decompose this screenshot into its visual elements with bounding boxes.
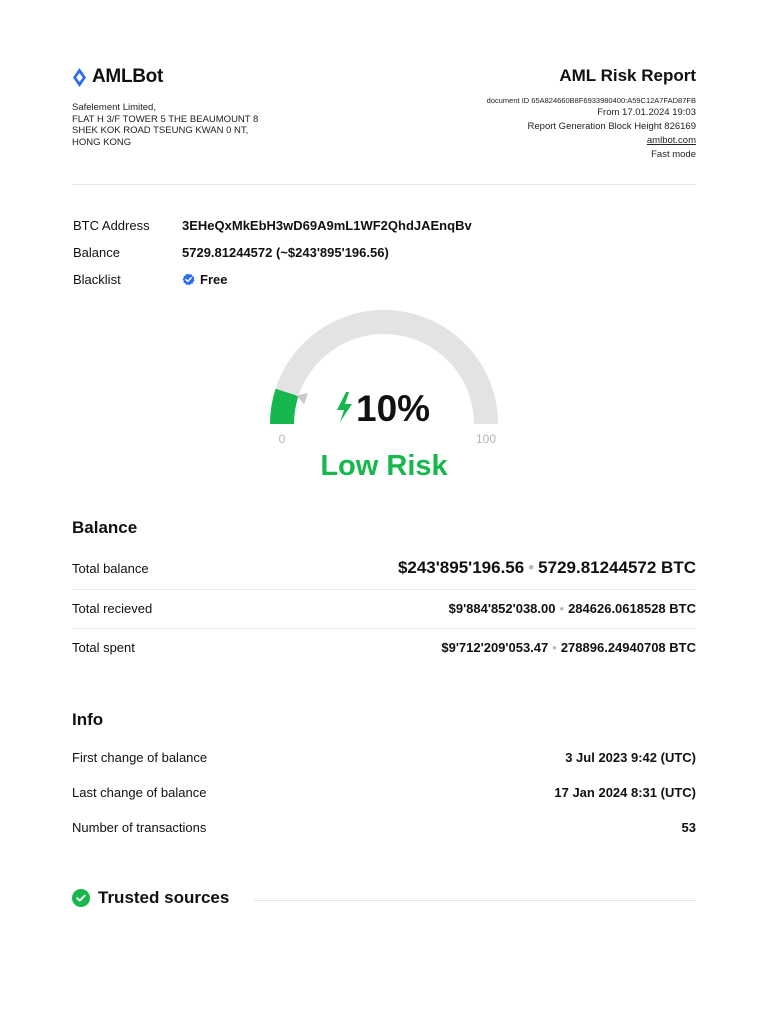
company-line: HONG KONG xyxy=(72,136,132,148)
last-change-label: Last change of balance xyxy=(72,784,207,800)
first-change-label: First change of balance xyxy=(72,749,208,765)
block-height: Report Generation Block Height 826169 xyxy=(527,121,696,132)
blacklist-label: Blacklist xyxy=(73,272,121,287)
logo-text: AMLBot xyxy=(92,66,164,87)
total-received-value: $9'884'852'038.00 • 284626.0618528 BTC xyxy=(448,600,696,616)
total-balance-value: $243'895'196.56 • 5729.81244572 BTC xyxy=(397,558,696,577)
total-spent-row xyxy=(72,637,696,657)
trusted-sources-title: Trusted sources xyxy=(98,888,230,907)
total-spent-value: $9'712'209'053.47 • 278896.24940708 BTC xyxy=(441,639,696,655)
balance-value: 5729.81244572 (~$243'895'196.56) xyxy=(182,245,389,260)
risk-gauge xyxy=(264,308,504,448)
total-received-btc: 284626.0618528 BTC xyxy=(568,600,696,616)
tx-count-label: Number of transactions xyxy=(72,819,207,835)
first-change-row xyxy=(72,747,696,767)
total-balance-btc: 5729.81244572 BTC xyxy=(538,558,696,577)
total-spent-btc: 278896.24940708 BTC xyxy=(560,639,696,655)
btc-address-row xyxy=(73,212,693,239)
total-received-row xyxy=(72,598,696,618)
tx-count-value: 53 xyxy=(681,819,696,835)
verified-check-icon xyxy=(182,273,195,286)
balance-row xyxy=(73,239,693,266)
gauge-fill xyxy=(282,392,287,424)
last-change-value: 17 Jan 2024 8:31 (UTC) xyxy=(554,784,696,800)
company-line: FLAT H 3/F TOWER 5 THE BEAUMOUNT 8 xyxy=(72,113,259,125)
btc-address-value: 3EHeQxMkEbH3wD69A9mL1WF2QhdJAEnqBv xyxy=(182,218,472,233)
check-circle-icon xyxy=(72,889,90,907)
risk-label: Low Risk xyxy=(320,450,448,482)
last-change-row xyxy=(72,782,696,802)
trusted-sources-header xyxy=(72,888,229,908)
amlbot-logo-icon xyxy=(72,68,87,87)
blacklist-row xyxy=(73,266,693,293)
company-line: Safelement Limited, xyxy=(72,102,156,113)
company-address xyxy=(72,102,302,148)
total-balance-label: Total balance xyxy=(72,560,149,576)
trusted-sources-divider xyxy=(254,900,696,901)
balance-section-title: Balance xyxy=(72,518,138,537)
report-header xyxy=(72,66,696,166)
report-date: From 17.01.2024 19:03 xyxy=(597,107,696,118)
row-separator xyxy=(72,628,696,629)
site-link[interactable]: amlbot.com xyxy=(646,135,696,146)
amlbot-logo xyxy=(72,66,163,88)
report-title: AML Risk Report xyxy=(559,66,696,85)
blacklist-value: Free xyxy=(200,272,228,287)
address-summary xyxy=(73,212,693,293)
total-balance-usd: $243'895'196.56 xyxy=(397,558,525,577)
btc-address-label: BTC Address xyxy=(73,218,150,233)
balance-label: Balance xyxy=(73,245,120,260)
total-balance-row xyxy=(72,556,696,580)
blacklist-status xyxy=(182,272,227,287)
document-id: document ID 65A824660B8F6933980400:A59C12A7FAD87FB xyxy=(486,96,696,105)
gauge-max-label: 100 xyxy=(475,432,497,446)
total-spent-label: Total spent xyxy=(72,639,135,655)
row-separator xyxy=(72,589,696,590)
lightning-icon xyxy=(337,392,352,422)
info-section-title: Info xyxy=(72,710,104,729)
company-line: SHEK KOK ROAD TSEUNG KWAN 0 NT, xyxy=(72,125,249,136)
first-change-value: 3 Jul 2023 9:42 (UTC) xyxy=(565,749,696,765)
tx-count-row xyxy=(72,817,696,837)
report-meta xyxy=(487,66,696,162)
total-received-usd: $9'884'852'038.00 xyxy=(448,600,556,616)
gauge-min-label: 0 xyxy=(278,432,286,446)
risk-percent: 10% xyxy=(356,388,431,429)
header-divider xyxy=(72,184,696,185)
total-received-label: Total recieved xyxy=(72,600,153,616)
report-mode: Fast mode xyxy=(651,149,696,160)
total-spent-usd: $9'712'209'053.47 xyxy=(441,639,549,655)
